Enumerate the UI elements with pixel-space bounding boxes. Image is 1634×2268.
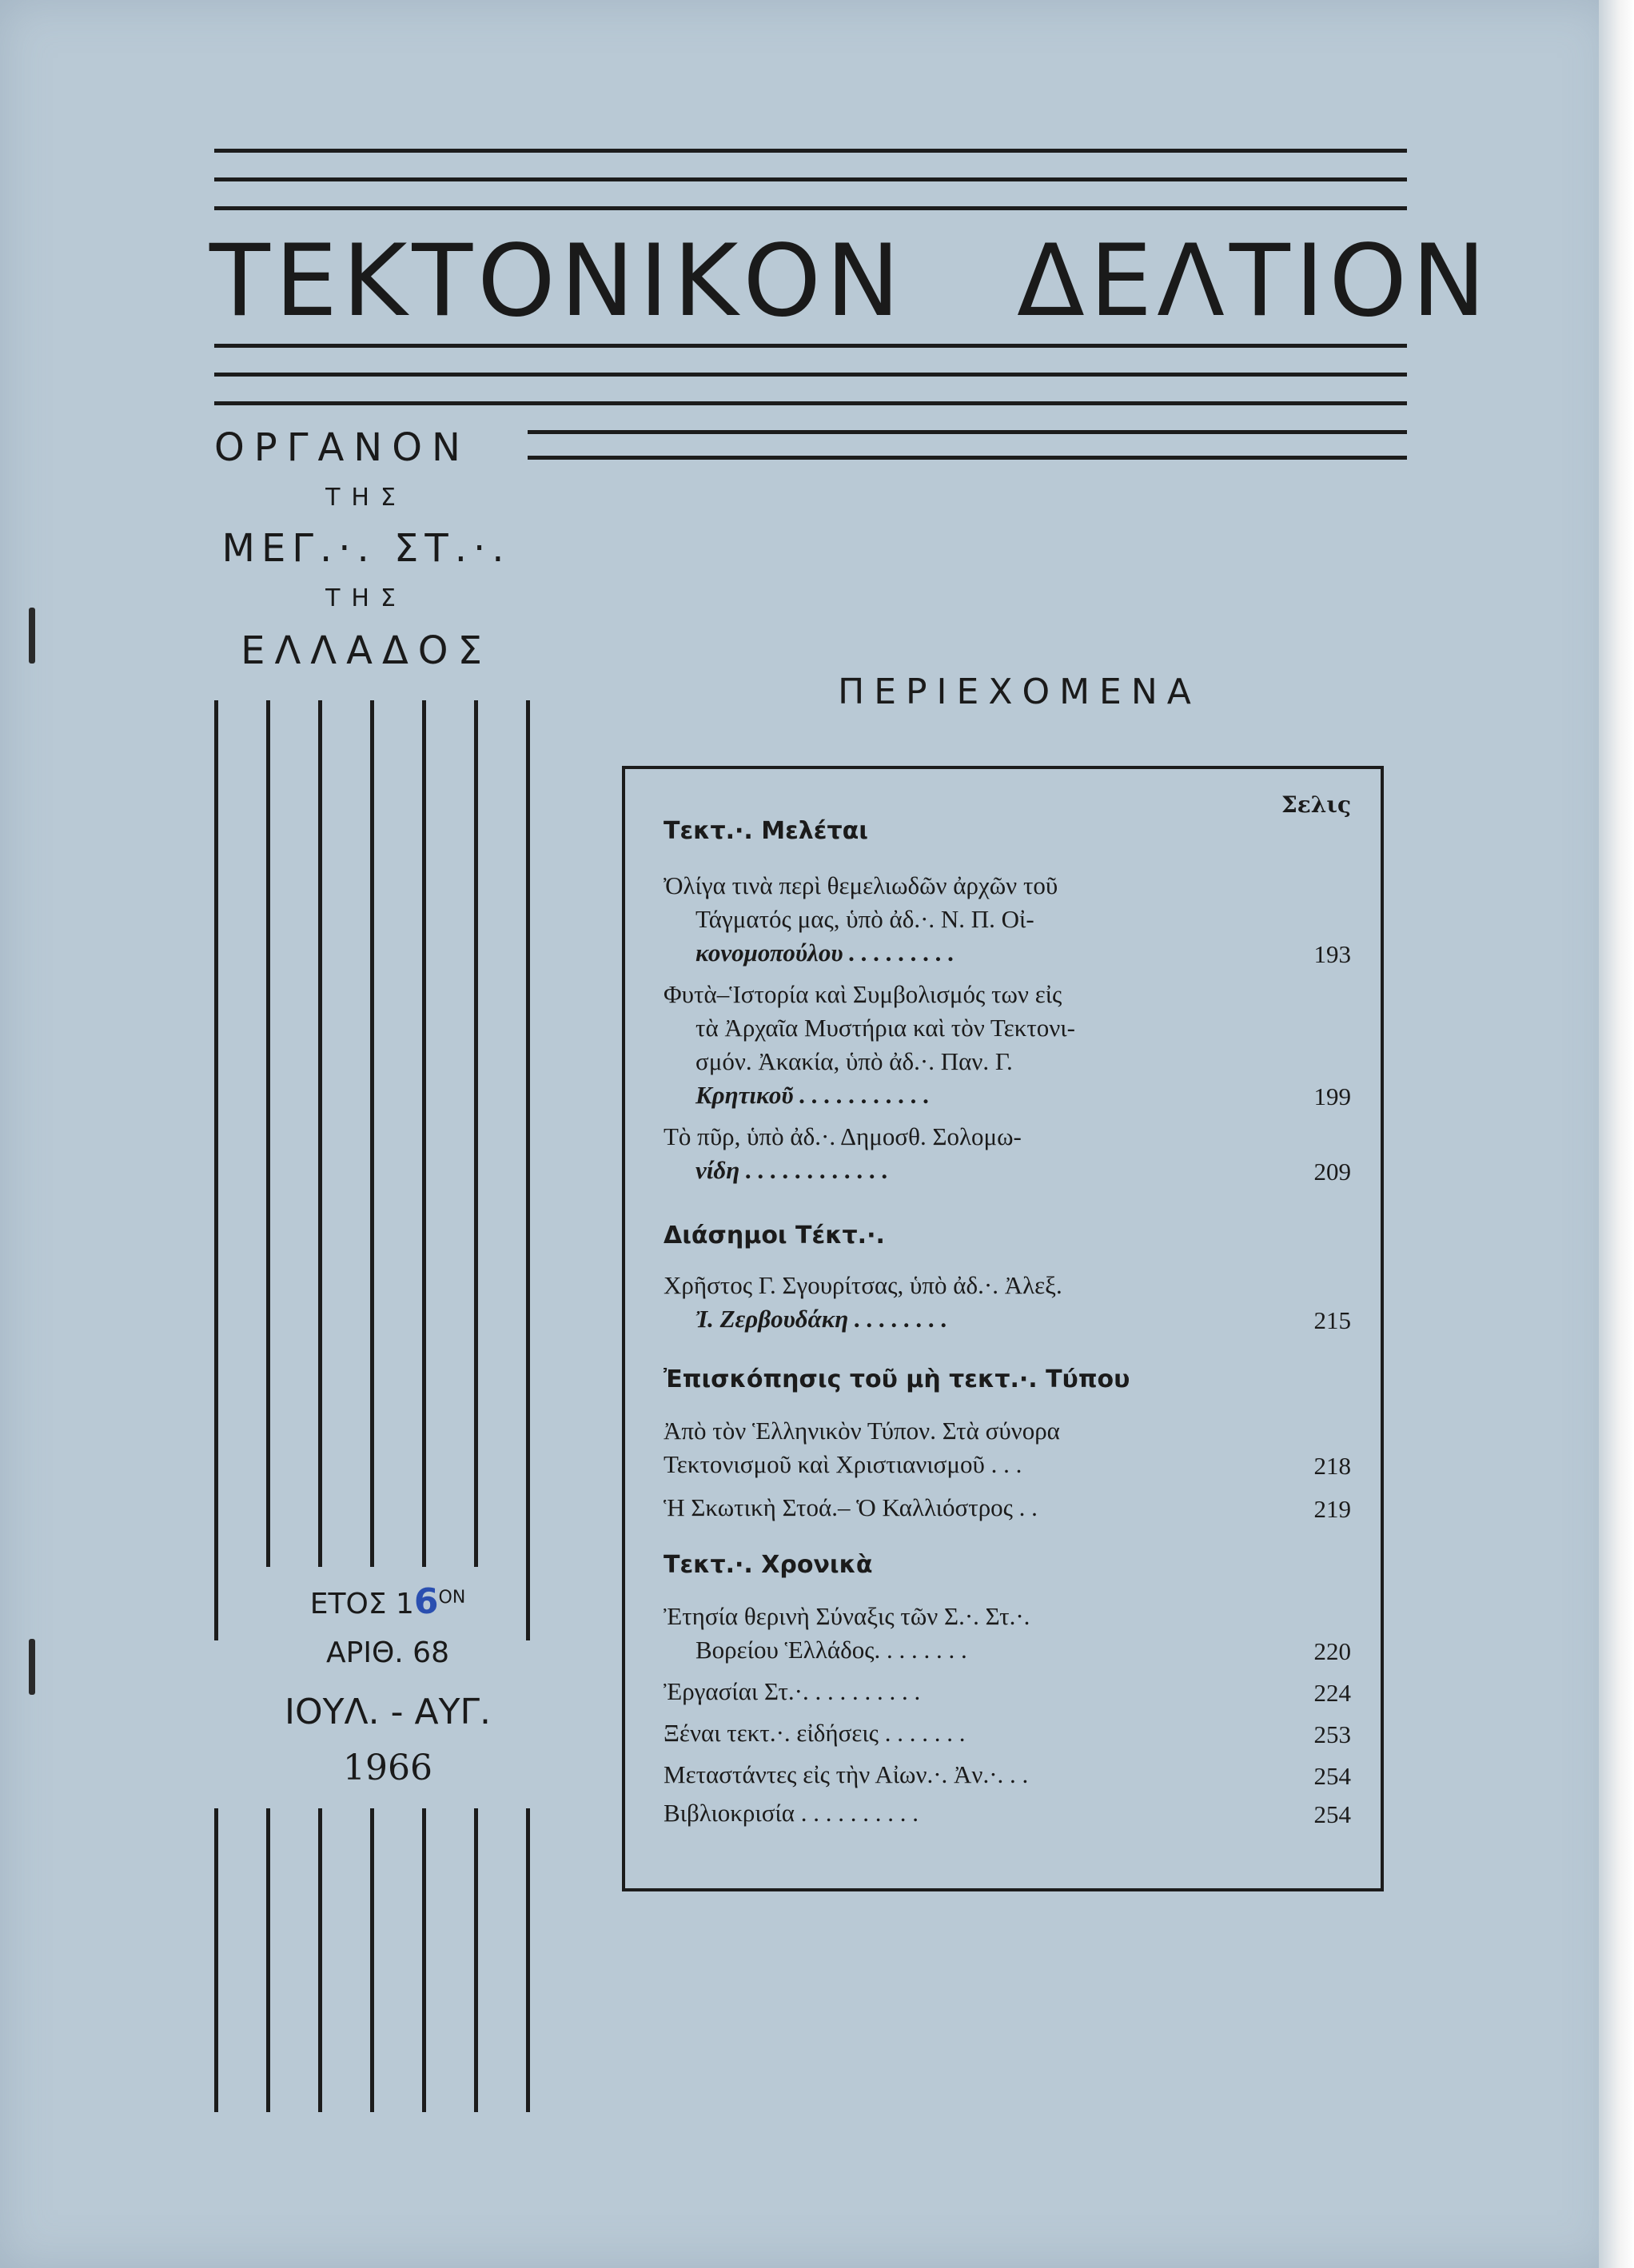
- contents-heading: ΠΕΡΙΕΧΟΜΕΝΑ: [838, 672, 1201, 712]
- toc-entry-line: κονομοπούλου . . . . . . . . .: [695, 939, 955, 967]
- toc-entry-line: Τάγματός μας, ὑπὸ ἀδ.·. Ν. Π. Οἰ-: [695, 905, 1034, 933]
- toc-entry-line: Βιβλιοκρισία . . . . . . . . . .: [664, 1799, 919, 1827]
- toc-page-number: 193: [1313, 940, 1351, 968]
- decorative-vertical-rule: [214, 700, 218, 1640]
- toc-entry-line: σμόν. Ἀκακία, ὑπὸ ἀδ.·. Παν. Γ.: [695, 1047, 1013, 1075]
- decorative-vertical-rule: [370, 700, 374, 1572]
- organ-line-2: ΤΗΣ: [325, 484, 407, 512]
- organ-line-1: ΟΡΓΑΝΟΝ: [214, 425, 470, 470]
- toc-section-title: Τεκτ.·. Χρονικὰ: [664, 1551, 873, 1579]
- decorative-vertical-rule: [266, 1808, 270, 2112]
- decorative-vertical-rule: [318, 700, 322, 1640]
- masthead-rule: [528, 430, 1407, 434]
- decorative-vertical-rule: [526, 700, 530, 1640]
- toc-entry-line: Ὀλίγα τινὰ περὶ θεμελιωδῶν ἀρχῶν τοῦ: [664, 871, 1058, 899]
- title-word-2: ΔΕΛΤΙΟΝ: [1017, 224, 1491, 339]
- toc-page-number: 253: [1313, 1720, 1351, 1748]
- toc-entry-line: Ἰ. Ζερβουδάκη . . . . . . . .: [695, 1305, 948, 1333]
- staple: [29, 608, 35, 664]
- toc-entry-line: Τεκτονισμοῦ καὶ Χριστιανισμοῦ . . .: [664, 1450, 1022, 1478]
- decorative-vertical-rule: [214, 1808, 218, 2112]
- toc-entry-line: νίδη . . . . . . . . . . . .: [695, 1156, 889, 1184]
- toc-entry-line: Ἐργασίαι Στ.·. . . . . . . . . .: [664, 1677, 921, 1705]
- issue-months: ΙΟΥΛ. - ΑΥΓ.: [285, 1692, 491, 1732]
- issue-year-handwritten: 6: [413, 1581, 439, 1622]
- masthead-rule: [214, 344, 1407, 348]
- toc-page-number: 220: [1313, 1637, 1351, 1665]
- issue-year-suffix: ΟΝ: [438, 1588, 466, 1608]
- issue-year-prefix: ΕΤΟΣ 1: [309, 1588, 414, 1620]
- decorative-vertical-rule: [474, 700, 478, 1640]
- toc-page-number: 215: [1313, 1306, 1351, 1334]
- toc-page-number: 218: [1313, 1452, 1351, 1480]
- masthead-rule: [214, 206, 1407, 210]
- toc-entry-line: Ξέναι τεκτ.·. εἰδήσεις . . . . . . .: [664, 1719, 966, 1747]
- organ-line-5: ΕΛΛΑΔΟΣ: [241, 628, 492, 673]
- toc-section-title: Ἐπισκόπησις τοῦ μὴ τεκτ.·. Τύπου: [664, 1365, 1130, 1393]
- toc-entry-line: Μεταστάντες εἰς τὴν Αἰων.·. Ἀν.·. . .: [664, 1760, 1029, 1788]
- decorative-vertical-rule: [266, 700, 270, 1640]
- issue-number: ΑΡΙΘ. 68: [326, 1636, 449, 1669]
- decorative-vertical-rule: [422, 700, 426, 1572]
- toc-entry-line: Φυτὰ–Ἱστορία καὶ Συμβολισμός των εἰς: [664, 980, 1062, 1008]
- organ-line-4: ΤΗΣ: [325, 584, 407, 612]
- masthead-rule: [214, 177, 1407, 181]
- title-word-1: ΤΕΚΤΟΝΙΚΟΝ: [209, 224, 905, 339]
- page-edge: [1599, 0, 1634, 2268]
- toc-section-title: Διάσημοι Τέκτ.·.: [664, 1222, 885, 1250]
- toc-page-number: 254: [1313, 1762, 1351, 1790]
- toc-page-number: 254: [1313, 1800, 1351, 1828]
- toc-entry-line: Ἐτησία θερινὴ Σύναξις τῶν Σ.·. Στ.·.: [664, 1602, 1030, 1630]
- toc-entry-line: Κρητικοῦ . . . . . . . . . . .: [695, 1081, 931, 1109]
- toc-entry-line: Τὸ πῦρ, ὑπὸ ἀδ.·. Δημοσθ. Σολομω-: [664, 1122, 1022, 1150]
- toc-page-number: 209: [1313, 1158, 1351, 1186]
- toc-entry-line: Χρῆστος Γ. Σγουρίτσας, ὑπὸ ἀδ.·. Ἀλεξ.: [664, 1271, 1062, 1299]
- magazine-title: [209, 224, 1491, 339]
- decorative-vertical-rule: [526, 1808, 530, 2112]
- toc-page-number: 219: [1313, 1495, 1351, 1523]
- toc-page-number: 224: [1313, 1679, 1351, 1707]
- page-column-label: Σελις: [1281, 791, 1351, 818]
- masthead-rule: [214, 401, 1407, 405]
- masthead-rule: [214, 149, 1407, 153]
- decorative-vertical-rule: [474, 1808, 478, 2112]
- toc-entry-line: Ἀπὸ τὸν Ἑλληνικὸν Τύπον. Στὰ σύνορα: [664, 1417, 1060, 1445]
- toc-page-number: 199: [1313, 1082, 1351, 1110]
- organ-line-3: ΜΕΓ.·. ΣΤ.·.: [221, 526, 511, 571]
- toc-section-title: Τεκτ.·. Μελέται: [664, 817, 868, 845]
- decorative-vertical-rule: [370, 1808, 374, 2112]
- issue-year-label: [264, 1581, 512, 1622]
- toc-entry-line: Ἡ Σκωτικὴ Στοά.– Ὁ Καλλιόστρος . .: [664, 1493, 1038, 1521]
- decorative-vertical-rule: [422, 1808, 426, 2112]
- masthead-rule: [528, 456, 1407, 460]
- toc-entry-line: τὰ Ἀρχαῖα Μυστήρια καὶ τὸν Τεκτονι-: [695, 1014, 1075, 1042]
- decorative-vertical-rule: [318, 1808, 322, 2112]
- masthead-rule: [214, 373, 1407, 377]
- issue-year: 1966: [343, 1748, 432, 1788]
- toc-entry-line: Βορείου Ἑλλάδος. . . . . . . .: [695, 1636, 967, 1664]
- staple: [29, 1639, 35, 1695]
